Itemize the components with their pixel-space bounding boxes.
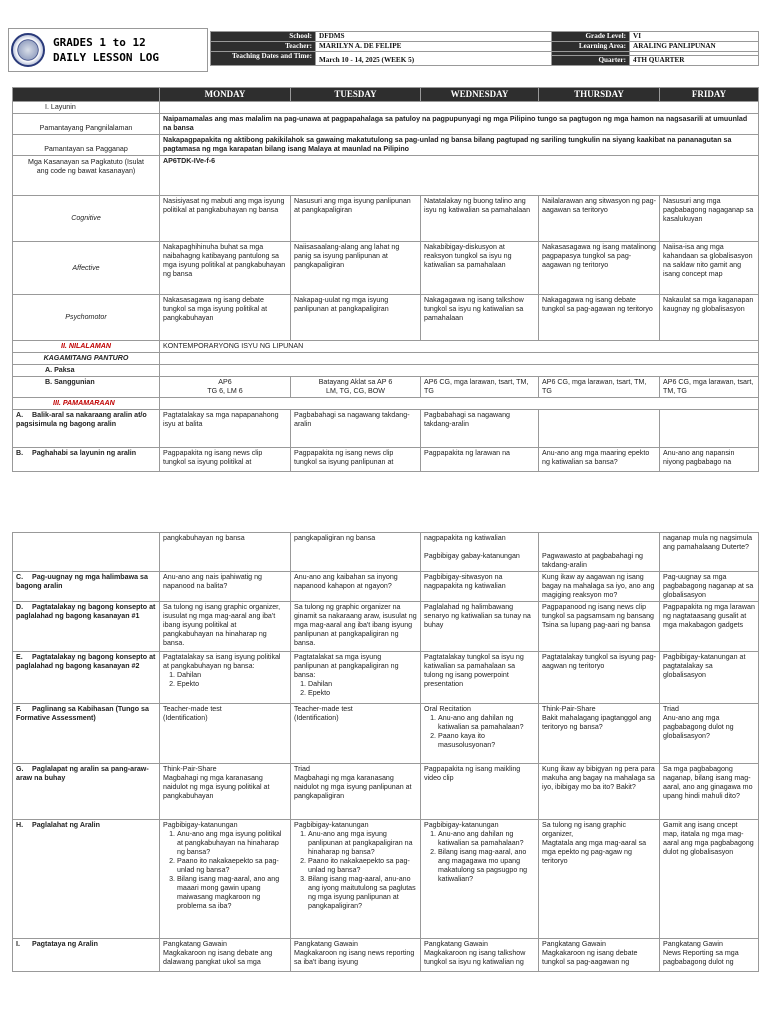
- row-i-label: [13, 939, 160, 972]
- list-item: 1. Dahilan: [177, 671, 287, 680]
- row-b-cont-cell: naganap mula ng nagsimula ang pamahalaang Duterte?: [660, 533, 759, 572]
- row-d-label: [13, 602, 160, 652]
- list-item: 2. Paano kaya ito masusolusyonan?: [438, 732, 535, 750]
- list-item: 1. Dahilan: [308, 680, 417, 689]
- row-f-cell: Triad Anu-ano ang mga pagbabagong dulot ng globalisasyon?: [660, 704, 759, 764]
- grade-label: Grade Level:: [552, 32, 630, 42]
- list-item: 2. Epekto: [308, 689, 417, 698]
- row-h-letter: H.: [16, 821, 24, 829]
- row-b-letter: B.: [16, 449, 24, 457]
- psychomotor-cell: Nakaulat sa mga kaganapan kaugnay ng globalisasyon: [660, 295, 759, 341]
- cognitive-cell: Natatalakay ng buong talino ang isyu ng katiwalian sa pamahalaan: [421, 196, 539, 242]
- row-a-cell: Pagtatalakay sa mga napapanahong isyu at balita: [160, 410, 291, 448]
- cognitive-label: Cognitive: [13, 196, 160, 242]
- row-b-cell: Anu-ano ang mga maaring epekto ng katiwalian sa bansa?: [539, 448, 660, 472]
- kagamitang-label: KAGAMITANG PANTURO: [13, 353, 160, 365]
- row-g-cell: Kung ikaw ay bibigyan ng pera para makuha ang bagay na mahalaga sa iyo, ibibigay mo ba ito? Bakit?: [539, 764, 660, 820]
- row-e-cell: Pagbibigay-katanungan at pagtatalakay sa globalisasyon: [660, 652, 759, 704]
- row-i-cell: Pangkatang Gawain Magkakaroon ng isang talkshow tungkol sa isyu ng katiwalian ng: [421, 939, 539, 972]
- cognitive-cell: Nailalarawan ang sitwasyon ng pag-aagawan sa teritoryo: [539, 196, 660, 242]
- row-b-cell: Anu-ano ang napansin niyong pagbabago na: [660, 448, 759, 472]
- list-item: 2. Paano ito nakakaepekto sa pag-unlad ng bansa?: [177, 857, 287, 875]
- row-g-letter: G.: [16, 765, 24, 773]
- row-h-cell: [291, 820, 421, 939]
- row-h-intro: Pagbibigay-katanungan: [424, 821, 499, 829]
- row-d-cell: Sa tulong ng graphic organizer na ginamit sa nakaraang araw, isusulat ng mga mag-aaral ang iba't ibang isyung panlipunan at pangkapaligiran ng bansa.: [291, 602, 421, 652]
- row-d-cell: Pagpapakita ng mga larawan ng nagtataasang gusalit at mga makabagon gadgets: [660, 602, 759, 652]
- list-item: 2. Bilang isang mag-aaral, ano ang magagawa mo upang makatulong sa pagsugpo ng katiwalian?: [438, 848, 535, 884]
- row-b-cont-cell: Pagwawasto at pagbabahagi ng takdang-aralin: [539, 533, 660, 572]
- nilalaman-label: II. NILALAMAN: [13, 341, 160, 353]
- row-e-text: Pagtatalakay ng bagong konsepto at paglalahad ng bagong kasanayan #2: [16, 653, 156, 670]
- teacher-label: Teacher:: [211, 42, 316, 52]
- form-title-line2: DAILY LESSON LOG: [53, 51, 159, 64]
- list-item: 1. Anu-ano ang mga isyung politikal at pangkabuhayan na hinaharap ng bansa?: [177, 830, 287, 857]
- kasanayan-code: AP6TDK-IVe-f-6: [160, 156, 759, 196]
- row-d-text: Pagtatalakay ng bagong konsepto at paglalahad ng bagong kasanayan #1: [16, 603, 156, 620]
- day-header: TUESDAY: [291, 88, 421, 102]
- row-c-text: Pag-uugnay ng mga halimbawa sa bagong aralin: [16, 573, 148, 590]
- row-h-cell: [160, 820, 291, 939]
- affective-label: Affective: [13, 242, 160, 295]
- kasanayan-label: Mga Kasanayan sa Pagkatuto (Isulat ang code ng bawat kasanayan): [13, 156, 160, 196]
- row-e-label: [13, 652, 160, 704]
- teacher-value: MARILYN A. DE FELIPE: [316, 42, 552, 52]
- sanggunian-cell: AP6 CG, mga larawan, tsart, TM, TG: [421, 377, 539, 398]
- row-e-intro: Pagtatalakat sa mga isyung panlipunan at pangkapaligiran ng bansa:: [294, 653, 399, 679]
- quarter-label: Quarter:: [552, 56, 630, 66]
- grade-value: VI: [630, 32, 759, 42]
- affective-cell: Nakasasagawa ng isang matalinong pagpapasya tungkol sa pag-aagawan ng teritoryo: [539, 242, 660, 295]
- row-a-cell: Pagbabahagi sa nagawang takdang-aralin: [421, 410, 539, 448]
- row-d-cell: Sa tulong ng isang graphic organizer, isusulat ng mga mag-aaral ang iba't ibang isyung politikal at pangkabuhayan na hinaharap ng bansa.: [160, 602, 291, 652]
- day-header: MONDAY: [160, 88, 291, 102]
- row-h-text: Paglalahat ng Aralin: [32, 821, 100, 829]
- row-c-cell: Pag-uugnay sa mga pagbabagong naganap at sa globalisasyon: [660, 572, 759, 602]
- row-e-cell: Pagtatalakay tungkol sa isyung pag-aagwan ng teritoryo: [539, 652, 660, 704]
- psychomotor-cell: Nakagagawa ng isang talkshow tungkol sa isyu ng katiwalian sa pamahalaan: [421, 295, 539, 341]
- cognitive-cell: Nasusuri ang mga isyung panlipunan at pangkapaligiran: [291, 196, 421, 242]
- psychomotor-cell: Nakagagawa ng isang debate tungkol sa pag-agawan ng teritoryo: [539, 295, 660, 341]
- pamantayan-sa-pagganap-label: Pamantayan sa Pagganap: [13, 135, 160, 156]
- pamamaraan-label: III. PAMAMARAAN: [13, 398, 160, 410]
- row-a-cell: Pagbabahagi sa nagawang takdang-aralin: [291, 410, 421, 448]
- nilalaman-value: KONTEMPORARYONG ISYU NG LIPUNAN: [160, 341, 759, 353]
- affective-cell: Nakabibigay-diskusyon at reaksyon tungkol sa isyu ng katiwalian sa pamahalaan: [421, 242, 539, 295]
- row-e-cell: [291, 652, 421, 704]
- list-item: 1. Anu-ano ang dahilan ng katiwalian sa pamahalaan?: [438, 714, 535, 732]
- row-c-cell: Pagbibigay-sitwasyon na nagpapakita ng katiwalian: [421, 572, 539, 602]
- list-item: 1. Anu-ano ang mga isyung panlipunan at pangkapaligiran na hinaharap ng bansa?: [308, 830, 417, 857]
- sanggunian-label: B. Sanggunian: [13, 377, 160, 398]
- affective-cell: Nakapaghihinuha buhat sa mga naibahagng katibayang pantulong sa mga isyung politikal at pangkabuhayan ng bansa: [160, 242, 291, 295]
- psychomotor-cell: Nakapag-uulat ng mga isyung panlipunan at pangkapaligiran: [291, 295, 421, 341]
- list-item: 1. Anu-ano ang dahilan ng katiwalian sa pamahalaan?: [438, 830, 535, 848]
- row-e-letter: E.: [16, 653, 23, 661]
- affective-cell: Naiisasaalang-alang ang lahat ng panig sa isyung panlipunan at pangkapaligiran: [291, 242, 421, 295]
- row-f-cell: Teacher-made test (Identification): [291, 704, 421, 764]
- list-item: 2. Epekto: [177, 680, 287, 689]
- school-value: DFDMS: [316, 32, 552, 42]
- lesson-table-page2: [12, 532, 759, 972]
- row-h-label: [13, 820, 160, 939]
- form-title-line1: GRADES 1 to 12: [53, 36, 146, 49]
- sanggunian-cell: AP6 CG, mga larawan, tsart, TM, TG: [539, 377, 660, 398]
- row-i-cell: Pangkatang Gawin News Reporting sa mga pagbabagong dulot ng: [660, 939, 759, 972]
- row-f-cell: Teacher-made test (Identification): [160, 704, 291, 764]
- day-header: THURSDAY: [539, 88, 660, 102]
- row-a-cell: [539, 410, 660, 448]
- row-h-cell: Sa tulong ng isang graphic organizer, Magtatala ang mga mag-aaral sa mga epekto ng pag-agaw ng teritoryo: [539, 820, 660, 939]
- dates-label: Teaching Dates and Time:: [211, 52, 316, 66]
- row-b-cont-cell: pangkapaligiran ng bansa: [291, 533, 421, 572]
- affective-cell: Naiisa-isa ang mga kahandaan sa globalisasyon na saklaw nito gamit ang isang concept map: [660, 242, 759, 295]
- row-g-cell: Triad Magbahagi ng mga karanasang naidulot ng mga isyung panlipunan at pangkapaligiran: [291, 764, 421, 820]
- layunin-label: I. Layunin: [13, 102, 160, 114]
- day-header: WEDNESDAY: [421, 88, 539, 102]
- row-b-cell: Pagpapakita ng isang news clip tungkol sa isyung panlipunan at: [291, 448, 421, 472]
- row-i-cell: Pangkatang Gawain Magkakaroon ng isang debate tungkol sa pag-aagawan ng: [539, 939, 660, 972]
- row-b-label: [13, 448, 160, 472]
- header-info-table: [210, 31, 759, 66]
- pamantayan-sa-pagganap: Nakapagpapakita ng aktibong pakikilahok sa gawaing makatutulong sa pag-unlad ng bansa bilang pagtupad ng sariling tungkulin na siyang kaakibat na pananagutan sa pagtamasa ng mga karapatan bilang isang Malaya at maunlad na Pilipino: [160, 135, 759, 156]
- row-f-cell: [421, 704, 539, 764]
- row-a-text: Balik-aral sa nakaraang aralin at/o pagsisimula ng bagong aralin: [16, 411, 147, 428]
- paksa-label: A. Paksa: [13, 365, 160, 377]
- row-a-cell: [660, 410, 759, 448]
- row-g-label: [13, 764, 160, 820]
- row-a-label: [13, 410, 160, 448]
- row-c-cell: Anu-ano ang kaibahan sa inyong napanood kahapon at ngayon?: [291, 572, 421, 602]
- row-c-label: [13, 572, 160, 602]
- row-i-letter: I.: [16, 940, 20, 948]
- row-c-cell: Kung ikaw ay aagawan ng isang bagay na mahalaga sa iyo, ano ang magiging reaksyon mo?: [539, 572, 660, 602]
- row-i-text: Pagtataya ng Aralin: [32, 940, 98, 948]
- quarter-value: 4TH QUARTER: [630, 56, 759, 66]
- cognitive-cell: Nasusuri ang mga pagbabagong nagaganap sa kasalukuyan: [660, 196, 759, 242]
- pamantayang-pangnilalaman: Naipamamalas ang mas malalim na pag-unawa at pagpapahalaga sa patuloy na pagpupunyagi ng mga Pilipino tungo sa pagtugon ng mga hamon na nagsasarili at umuunlad na bansa: [160, 114, 759, 135]
- row-h-intro: Pagbibigay-katanungan: [294, 821, 369, 829]
- list-item: 3. Bilang isang mag-aaral, anu-ano ang iyong maitutulong sa paglutas ng mga isyung panlipunan at pangkapaligiran?: [308, 875, 417, 911]
- row-i-cell: Pangkatang Gawain Magkakaroon ng isang news reporting sa iba't ibang isyung: [291, 939, 421, 972]
- area-value: ARALING PANLIPUNAN: [630, 42, 759, 52]
- school-label: School:: [211, 32, 316, 42]
- row-d-cell: Pagpapanood ng isang news clip tungkol sa pagsamsam ng bansang Tsina sa lupang pag-aari ng bansa: [539, 602, 660, 652]
- day-header: FRIDAY: [660, 88, 759, 102]
- row-g-cell: Think-Pair-Share Magbahagi ng mga karanasang naidulot ng mga isyung politikal at pangkabuhayan: [160, 764, 291, 820]
- row-d-cell: Paglalahad ng halimbawang senaryo ng katiwalian sa tunay na buhay: [421, 602, 539, 652]
- deped-seal-logo: [11, 33, 45, 67]
- row-h-cell: Gamit ang isang cncept map, itatala ng mga mag-aaral ang mga pagbabagong dulot ng globalisasyon: [660, 820, 759, 939]
- row-e-cell: [160, 652, 291, 704]
- row-g-cell: Pagpapakita ng isang maikling video clip: [421, 764, 539, 820]
- row-f-intro: Oral Recitation: [424, 705, 471, 713]
- row-b-cont-cell: pangkabuhayan ng bansa: [160, 533, 291, 572]
- row-h-intro: Pagbibigay-katanungan: [163, 821, 238, 829]
- row-b-cell: Pagpapakita ng larawan na: [421, 448, 539, 472]
- row-b-cell: Pagpapakita ng isang news clip tungkol sa isyung politikal at: [160, 448, 291, 472]
- row-f-letter: F.: [16, 705, 22, 713]
- dates-value: March 10 - 14, 2025 (WEEK 5): [316, 52, 552, 66]
- row-f-cell: Think-Pair-Share Bakit mahalagang ipagtanggol ang teritoryo ng bansa?: [539, 704, 660, 764]
- cognitive-cell: Nasisiyasat ng mabuti ang mga isyung politikal at pangkabuhayan ng bansa: [160, 196, 291, 242]
- row-a-letter: A.: [16, 411, 24, 419]
- row-f-label: [13, 704, 160, 764]
- row-f-text: Paglinang sa Kabihasan (Tungo sa Formative Assessment): [16, 705, 149, 722]
- list-item: 2. Paano ito nakakaepekto sa pag-unlad ng bansa?: [308, 857, 417, 875]
- row-g-text: Paglalapat ng aralin sa pang-araw-araw na buhay: [16, 765, 149, 782]
- list-item: 3. Bilang isang mag-aaral, ano ang maaari mong gawin upang maiwasang magkaroon ng problema sa iba?: [177, 875, 287, 911]
- row-c-letter: C.: [16, 573, 24, 581]
- sanggunian-cell: Batayang Aklat sa AP 6 LM, TG, CG, BOW: [291, 377, 421, 398]
- psychomotor-label: Psychomotor: [13, 295, 160, 341]
- pamantayang-pangnilalaman-label: Pamantayang Pangnilalaman: [13, 114, 160, 135]
- psychomotor-cell: Nakasasagawa ng isang debate tungkol sa mga isyung politikal at pangkabuhayan: [160, 295, 291, 341]
- row-h-cell: [421, 820, 539, 939]
- row-b-cont-cell: nagpapakita ng katiwalian Pagbibigay gabay-katanungan: [421, 533, 539, 572]
- area-label: Learning Area:: [552, 42, 630, 52]
- row-e-intro: Pagtatalakay sa isang isyung politikal at pangkabuhayan ng bansa:: [163, 653, 281, 670]
- row-e-cell: Pagtatalakay tungkol sa isyu ng katiwalian sa pamahalaan sa tulong ng isang powerpoint presentation: [421, 652, 539, 704]
- row-c-cell: Anu-ano ang nais ipahiwatig ng napanood na balita?: [160, 572, 291, 602]
- sanggunian-cell: AP6 TG 6, LM 6: [160, 377, 291, 398]
- lesson-table-page1: [12, 87, 759, 472]
- row-i-cell: Pangkatang Gawain Magkakaroon ng isang debate ang dalawang pangkat ukol sa mga: [160, 939, 291, 972]
- row-g-cell: Sa mga pagbabagong naganap, bilang isang mag-aaral, ano ang ginagawa mo upang hindi mahuli dito?: [660, 764, 759, 820]
- sanggunian-cell: AP6 CG, mga larawan, tsart, TM, TG: [660, 377, 759, 398]
- row-d-letter: D.: [16, 603, 24, 611]
- row-b-text: Paghahabi sa layunin ng aralin: [32, 449, 137, 457]
